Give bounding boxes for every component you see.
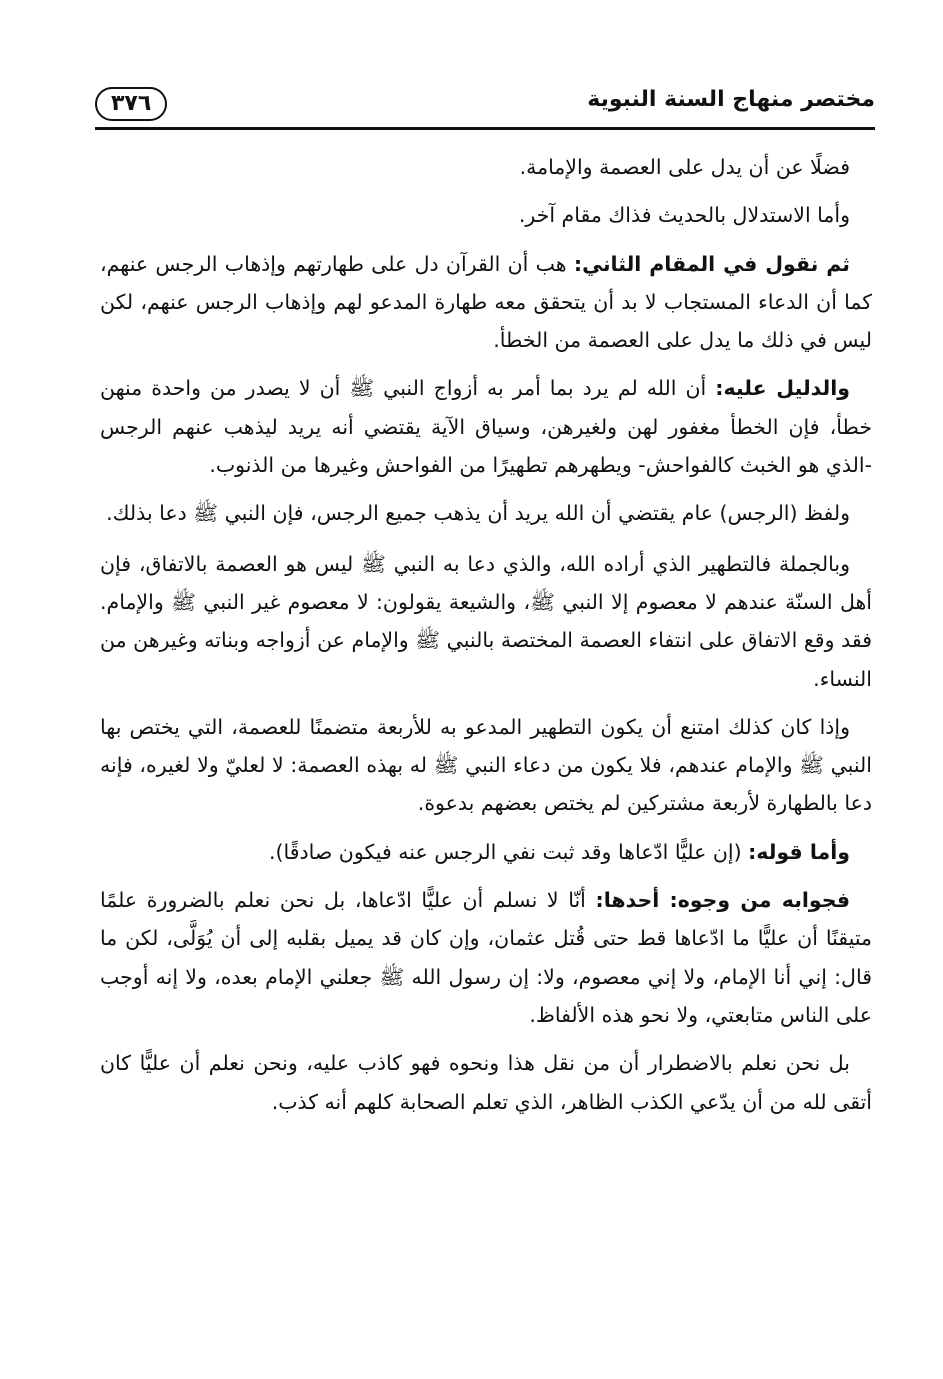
paragraph — [100, 148, 872, 186]
paragraph-text: وإذا كان كذلك امتنع أن يكون التطهير المدعو به للأربعة متضمنًا للعصمة، التي يختص بها النبي ﷺ والإمام عندهم، فلا يكون من دعاء النبي ﷺ له بهذه العصمة: لا لعليّ ولا لغيره، فإنه دعا بالطهارة لأربعة مشتركين لم يختص بعضهم بدعوة. — [100, 714, 872, 816]
paragraph-lead: والدليل عليه: — [715, 376, 850, 401]
paragraph-text: (إن عليًّا ادّعاها وقد ثبت نفي الرجس عنه فيكون صادقًا). — [268, 839, 749, 864]
paragraph — [100, 245, 872, 360]
paragraph-text: أن الله لم يرد بما أمر به أزواج النبي ﷺ أن لا يصدر من واحدة منهن خطأ، فإن الخطأ مغفور لهن ولغيرهن، وسياق الآية يقتضي أنه يريد ليذهب عنهم الرجس -الذي هو الخبث كالفواحش- ويطهرهم تطهيرًا من الفواحش وغيرها من الذنوب. — [100, 376, 872, 478]
paragraph-text: هب أن القرآن دل على طهارتهم وإذهاب الرجس عنهم، كما أن الدعاء المستجاب لا بد أن يتحقق معه طهارة المدعو لهم وإذهاب الرجس عنهم، لكن ليس في ذلك ما يدل على العصمة من الخطأ. — [100, 251, 872, 353]
paragraph — [100, 494, 872, 532]
page-header — [95, 85, 875, 130]
paragraph — [100, 833, 872, 871]
paragraph-lead: ثم نقول في المقام الثاني: — [573, 251, 850, 276]
paragraph-text: أنّا لا نسلم أن عليًّا ادّعاها، بل نحن نعلم بالضرورة علمًا متيقنًا أن عليًّا ما ادّعاها قط حتى قُتل عثمان، وإن كان قد يميل بقلبه إلى أن يُوَلَّى، لكن ما قال: إني أنا الإمام، ولا إني معصوم، ولا: إن رسول الله ﷺ جعلني الإمام بعده، ولا إنه أوجب على الناس متابعتي، ولا نحو هذه الألفاظ. — [100, 888, 872, 1027]
page-body — [100, 148, 872, 1131]
page-number: ٣٧٦ — [95, 87, 167, 121]
paragraph — [100, 369, 872, 484]
paragraph-text: فضلًا عن أن يدل على العصمة والإمامة. — [519, 155, 850, 179]
book-title: مختصر منهاج السنة النبوية — [587, 87, 875, 112]
paragraph — [100, 708, 872, 823]
paragraph — [100, 196, 872, 234]
paragraph — [100, 881, 872, 1034]
paragraph — [100, 1044, 872, 1121]
paragraph — [100, 545, 872, 698]
paragraph-lead: فجوابه من وجوه: أحدها: — [595, 888, 850, 913]
paragraph-text: وبالجملة فالتطهير الذي أراده الله، والذي دعا به النبي ﷺ ليس هو العصمة بالاتفاق، فإن أهل السنّة عندهم لا معصوم إلا النبي ﷺ، والشيعة يقولون: لا معصوم غير النبي ﷺ والإمام. فقد وقع الاتفاق على انتفاء العصمة المختصة بالنبي ﷺ والإمام عن أزواجه وبناته وغيرهن من النساء. — [100, 551, 872, 691]
paragraph-text: بل نحن نعلم بالاضطرار أن من نقل هذا ونحوه فهو كاذب عليه، ونحن نعلم أن عليًّا كان أتقى لله من أن يدّعي الكذب الظاهر، الذي تعلم الصحابة كلهم أنه كذب. — [100, 1051, 872, 1114]
paragraph-lead: وأما قوله: — [748, 839, 850, 864]
paragraph-text: ولفظ (الرجس) عام يقتضي أن الله يريد أن يذهب جميع الرجس، فإن النبي ﷺ دعا بذلك. — [106, 501, 850, 526]
paragraph-text: وأما الاستدلال بالحديث فذاك مقام آخر. — [518, 203, 850, 228]
